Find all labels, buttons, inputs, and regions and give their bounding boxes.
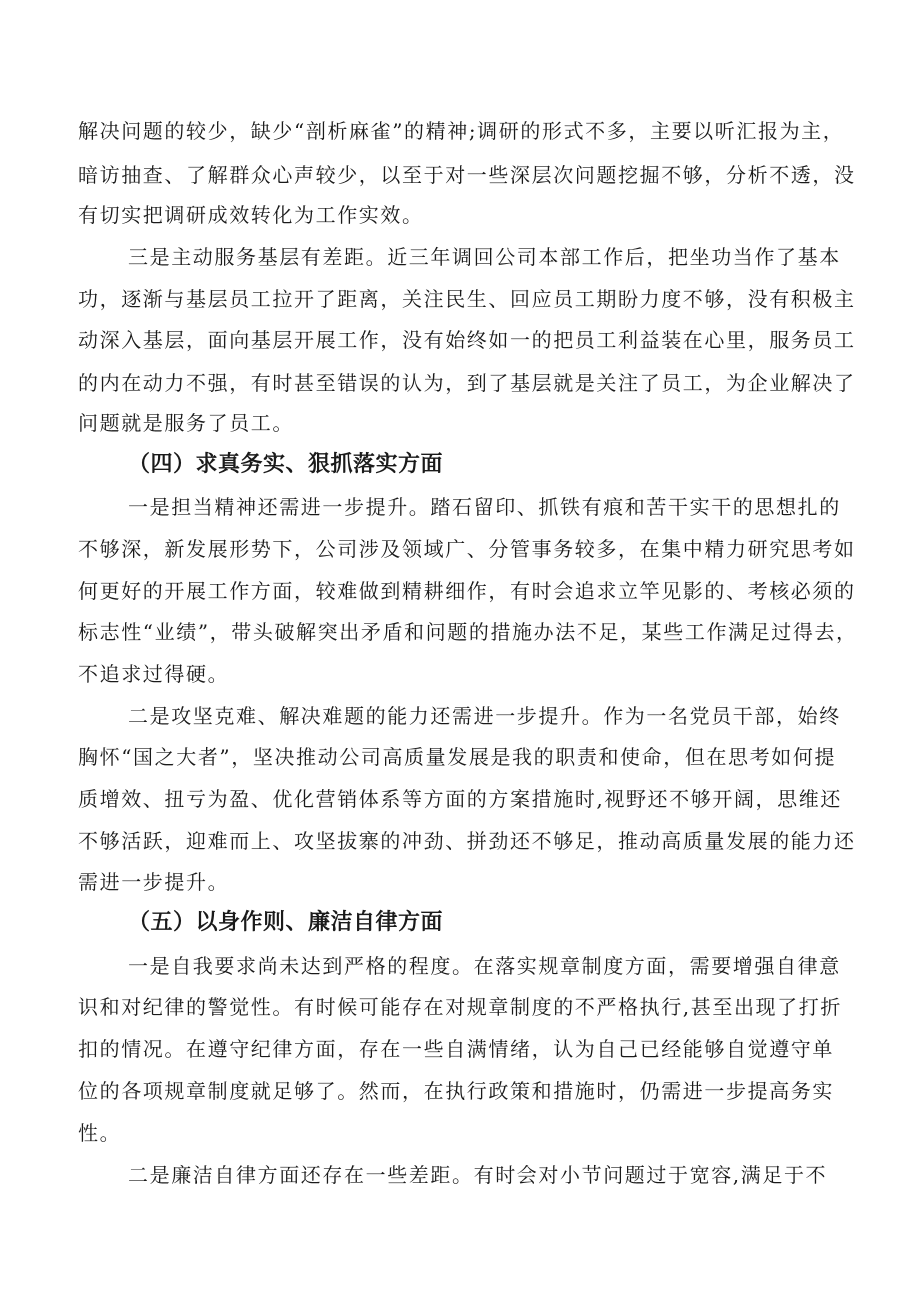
text-line: 标志性“业绩”，带头破解突出矛盾和问题的措施办法不足，某些工作满足过得去，: [78, 620, 858, 644]
text-line: 有切实把调研成效转化为工作实效。: [78, 203, 424, 227]
section-heading-five: （五）以身作则、廉洁自律方面: [128, 910, 444, 935]
text-line: 解决问题的较少，缺少“剖析麻雀”的精神;调研的形式不多，主要以听汇报为主，: [78, 119, 845, 143]
text-line: 不够活跃，迎难而上、攻坚拔寨的冲劲、拼劲还不够足，推动高质量发展的能力还: [78, 829, 856, 853]
text-line: 三是主动服务基层有差距。近三年调回公司本部工作后，把坐功当作了基本: [128, 245, 841, 269]
text-line: 识和对纪律的警觉性。有时候可能存在对规章制度的不严格执行,甚至出现了打折: [78, 995, 842, 1019]
text-line: 一是担当精神还需进一步提升。踏石留印、抓铁有痕和苦干实干的思想扎的: [128, 495, 841, 519]
text-line: 问题就是服务了员工。: [78, 411, 294, 435]
section-heading-four: （四）求真务实、狠抓落实方面: [128, 452, 444, 477]
text-line: 暗访抽查、了解群众心声较少，以至于对一些深层次问题挖掘不够，分析不透，没: [78, 163, 856, 187]
text-line: 功，逐渐与基层员工拉开了距离，关注民生、回应员工期盼力度不够，没有积极主: [78, 287, 856, 311]
text-line: 的内在动力不强，有时甚至错误的认为，到了基层就是关注了员工，为企业解决了: [78, 371, 856, 395]
text-line: 扣的情况。在遵守纪律方面，存在一些自满情绪，认为自己已经能够自觉遵守单: [78, 1037, 834, 1061]
text-line: 动深入基层，面向基层开展工作，没有始终如一的把员工利益装在心里，服务员工: [78, 328, 856, 352]
text-line: 何更好的开展工作方面，较难做到精耕细作，有时会追求立竿见影的、考核必须的: [78, 579, 856, 603]
text-line: 不够深，新发展形势下，公司涉及领域广、分管事务较多，在集中精力研究思考如: [78, 537, 856, 561]
text-line: 不追求过得硬。: [78, 662, 230, 686]
text-line: 位的各项规章制度就足够了。然而，在执行政策和措施时，仍需进一步提高务实: [78, 1079, 834, 1103]
text-line: 胸怀“国之大者”，坚决推动公司高质量发展是我的职责和使命，但在思考如何提: [78, 745, 837, 769]
text-line: 性。: [78, 1121, 122, 1145]
text-line: 需进一步提升。: [78, 870, 230, 894]
text-line: 二是廉洁自律方面还存在一些差距。有时会对小节问题过于宽容,满足于不: [128, 1163, 828, 1187]
text-line: 一是自我要求尚未达到严格的程度。在落实规章制度方面，需要增强自律意: [128, 954, 841, 978]
text-line: 二是攻坚克难、解决难题的能力还需进一步提升。作为一名党员干部，始终: [128, 704, 841, 728]
text-line: 质增效、扭亏为盈、优化营销体系等方面的方案措施时,视野还不够开阔，思维还: [78, 787, 842, 811]
